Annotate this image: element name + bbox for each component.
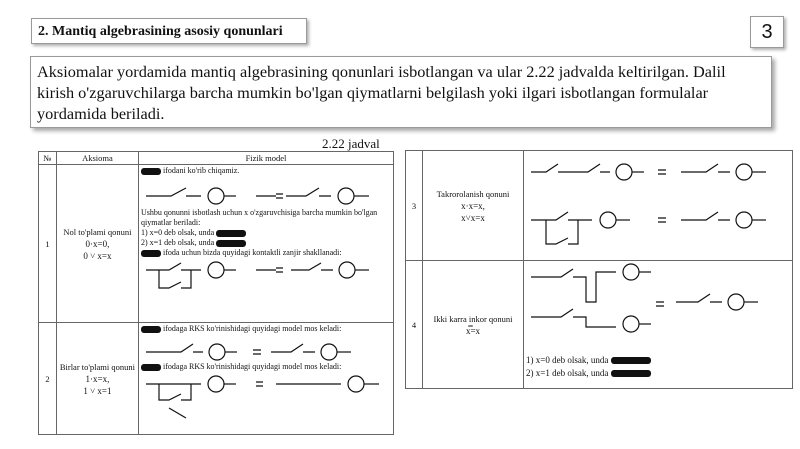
row-number: 2 bbox=[39, 323, 57, 435]
row-number: 3 bbox=[406, 151, 423, 261]
table-caption: 2.22 jadval bbox=[322, 136, 380, 151]
axiom-name bbox=[423, 151, 524, 261]
axiom-label: Ikki karra inkor qonuni bbox=[433, 313, 513, 324]
model-text: ifodaga RKS ko'rinishidagi quyidagi model mos keladi: bbox=[141, 362, 391, 372]
contact-circuit-diagram bbox=[141, 372, 391, 422]
formula: x˅x=x bbox=[461, 212, 485, 223]
model-text: Ushbu qonunni isbotlash uchun x o'zgaruvchisiga barcha mumkin bo'lgan qiymatlar beriladi: bbox=[141, 208, 378, 227]
model-cell bbox=[524, 151, 793, 261]
axiom-name bbox=[56, 323, 138, 435]
formula-image bbox=[141, 326, 161, 333]
formula: 1·x=x, bbox=[85, 373, 110, 384]
model-cell bbox=[139, 323, 394, 435]
formula-image bbox=[611, 370, 651, 377]
row-number: 1 bbox=[39, 165, 57, 323]
model-text: ifodani ko'rib chiqamiz. bbox=[141, 166, 391, 176]
col-header-axiom: Aksioma bbox=[56, 152, 138, 165]
model-text: 1) x=0 deb olsak, unda bbox=[526, 354, 790, 367]
model-cell bbox=[139, 165, 394, 323]
contact-circuit-diagram bbox=[141, 334, 391, 362]
formula-image bbox=[216, 240, 246, 247]
contact-circuit-diagram bbox=[141, 176, 391, 208]
axiom-name bbox=[56, 165, 138, 323]
model-cell bbox=[524, 261, 793, 389]
col-header-model: Fizik model bbox=[139, 152, 394, 165]
page-number: 3 bbox=[750, 16, 784, 48]
formula: 0 ˅ x=x bbox=[83, 250, 112, 261]
model-text: ifodaga RKS ko'rinishidagi quyidagi model mos keladi: bbox=[141, 324, 391, 334]
formula-image bbox=[216, 230, 246, 237]
formula-image bbox=[141, 364, 161, 371]
section-title: 2. Mantiq algebrasining asosiy qonunlari bbox=[31, 18, 307, 44]
axioms-table-left bbox=[38, 151, 394, 435]
model-text: 2) x=1 deb olsak, unda bbox=[526, 367, 790, 380]
formula: 0·x=0, bbox=[85, 238, 110, 249]
col-header-number: № bbox=[39, 152, 57, 165]
axiom-label: Birlar to'plami qonuni bbox=[59, 361, 136, 372]
model-text: 2) x=1 deb olsak, unda bbox=[141, 238, 391, 248]
formula: x·x=x, bbox=[461, 200, 485, 211]
axiom-label: Takrorolanish qonuni bbox=[436, 188, 510, 199]
intro-paragraph: Aksiomalar yordamida mantiq algebrasining qonunlari isbotlangan va ular 2.22 jadvalda keltirilgan. Dalil kirish o'zgaruvchilarga barcha mumkin bo'lgan qiymatlarni belgilash yoki ilgari isbotlangan formulalar yordamida beriladi. bbox=[30, 56, 772, 128]
contact-circuit-diagram bbox=[526, 262, 786, 354]
model-text: 1) x=0 deb olsak, unda bbox=[141, 228, 391, 238]
model-text: ifoda uchun bizda quyidagi kontaktli zanjir shakllanadi: bbox=[141, 248, 391, 258]
contact-circuit-diagram bbox=[141, 258, 391, 300]
axioms-table-right bbox=[405, 150, 793, 389]
formula-image bbox=[141, 168, 161, 175]
formula: x̿=x bbox=[465, 325, 481, 336]
axiom-label: Nol to'plami qonuni bbox=[63, 226, 132, 237]
axiom-name bbox=[423, 261, 524, 389]
formula-image bbox=[141, 250, 161, 257]
formula: 1 ˅ x=1 bbox=[83, 385, 112, 396]
row-number: 4 bbox=[406, 261, 423, 389]
contact-circuit-diagram bbox=[526, 152, 786, 258]
formula-image bbox=[611, 357, 651, 364]
